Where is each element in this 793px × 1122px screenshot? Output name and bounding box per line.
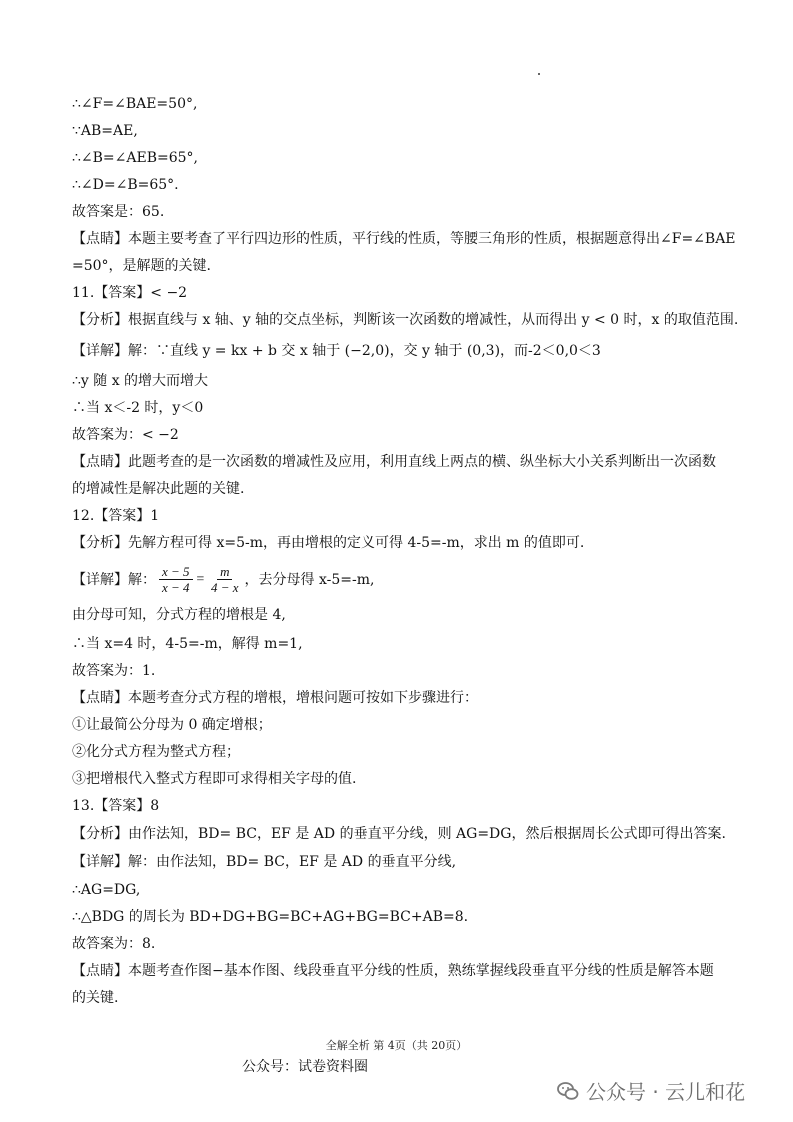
text-line: ∵AB=AE, — [72, 123, 138, 139]
answer-13: 13.【答案】8 — [72, 798, 160, 814]
text-line: 的增减性是解决此题的关键. — [72, 481, 245, 497]
equation-line — [72, 564, 374, 595]
text-line: =50°，是解题的关键. — [72, 258, 211, 274]
text-line: ∴∠B=∠AEB=65°, — [72, 150, 198, 166]
text-line: ∴y 随 x 的增大而增大 — [72, 373, 209, 389]
step-3: ③把增根代入整式方程即可求得相关字母的值. — [72, 771, 357, 787]
text-line: 故答案为：1. — [72, 663, 156, 679]
watermark — [556, 1076, 745, 1105]
text-line: 【点睛】此题考查的是一次函数的增减性及应用，利用直线上两点的横、纵坐标大小关系判断出一次函数 — [72, 454, 716, 470]
text-line: 【分析】由作法知，BD= BC，EF 是 AD 的垂直平分线，则 AG=DG，然后根据周长公式即可得出答案. — [72, 826, 726, 842]
text-line: 【详解】解：∵直线 y = kx + b 交 x 轴于 (−2,0)，交 y 轴于 (0,3)，而-2＜0,0＜3 — [72, 343, 601, 359]
fraction-denominator: 4 − x — [211, 580, 239, 595]
text-line: 【点睛】本题主要考查了平行四边形的性质，平行线的性质，等腰三角形的性质，根据题意得出∠F=∠BAE — [72, 231, 736, 247]
text-line: ∴AG=DG, — [72, 882, 141, 898]
watermark-text: 公众号 · 云儿和花 — [586, 1080, 746, 1104]
text-line: 故答案为：8. — [72, 936, 156, 952]
fraction-denominator: x − 4 — [162, 580, 190, 595]
fraction-right — [208, 564, 242, 595]
answer-11: 11.【答案】< −2 — [72, 285, 188, 301]
text-line: ∴△BDG 的周长为 BD+DG+BG=BC+AG+BG=BC+AB=8. — [72, 909, 469, 925]
text-line: 由分母可知，分式方程的增根是 4, — [72, 607, 286, 623]
text-label: ，去分母得 x-5=-m, — [244, 571, 375, 588]
fraction-numerator: m — [217, 564, 232, 580]
step-1: ①让最简公分母为 0 确定增根； — [72, 717, 272, 733]
text-line: ∴当 x=4 时，4-5=-m，解得 m=1, — [72, 636, 303, 652]
text-line: ∴∠D=∠B=65°. — [72, 177, 179, 193]
text-line: 【点睛】本题考查分式方程的增根，增根问题可按如下步骤进行： — [72, 690, 478, 706]
text-label: 【详解】解： — [72, 571, 156, 588]
wechat-icon — [556, 1079, 580, 1103]
text-line: ∴∠F=∠BAE=50°, — [72, 96, 198, 112]
fraction-left — [159, 564, 193, 595]
text-line: 【点睛】本题考查作图−基本作图、线段垂直平分线的性质，熟练掌握线段垂直平分线的性质是解答本题 — [72, 963, 714, 979]
text-line: ∴当 x＜-2 时，y＜0 — [72, 400, 204, 416]
page-footer: 全解全析 第 4页（共 20页） — [325, 1039, 468, 1052]
text-line: 【详解】解：由作法知，BD= BC，EF 是 AD 的垂直平分线, — [72, 854, 457, 870]
text-line: 故答案为：< −2 — [72, 427, 179, 443]
text-line: 【分析】先解方程可得 x=5-m，再由增根的定义可得 4-5=-m，求出 m 的值即可. — [72, 535, 585, 551]
scan-speck — [538, 73, 540, 75]
fraction-numerator: x − 5 — [159, 564, 193, 580]
account-label: 公众号：试卷资料圈 — [242, 1059, 368, 1075]
text-line: 的关键. — [72, 990, 119, 1006]
text-line: 故答案是：65. — [72, 204, 165, 220]
step-2: ②化分式方程为整式方程； — [72, 744, 240, 760]
equals-sign: = — [195, 571, 205, 587]
answer-12: 12.【答案】1 — [72, 508, 160, 524]
text-line: 【分析】根据直线与 x 轴、y 轴的交点坐标，判断该一次函数的增减性，从而得出 y < 0 时，x 的取值范围. — [72, 312, 739, 328]
